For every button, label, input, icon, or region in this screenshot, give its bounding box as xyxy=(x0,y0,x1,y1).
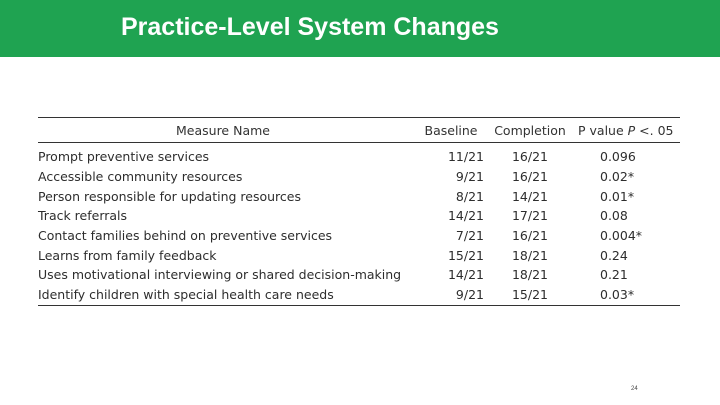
results-table xyxy=(38,117,680,306)
table-row xyxy=(38,186,680,206)
table-header xyxy=(38,118,680,143)
p-value-cell: 0.03* xyxy=(600,287,635,303)
slide-title: Practice-Level System Changes xyxy=(121,13,499,41)
p-value-cell: 0.24 xyxy=(600,247,628,263)
measure-name-cell: Contact families behind on preventive services xyxy=(38,228,333,244)
p-value-cell: 0.096 xyxy=(600,149,636,165)
header-p-value-italic: P xyxy=(627,122,636,138)
page-number: 24 xyxy=(631,386,638,392)
completion-cell: 18/21 xyxy=(511,267,549,283)
measure-name-cell: Identify children with special health care needs xyxy=(38,287,334,303)
table-row xyxy=(38,265,680,285)
p-value-cell: 0.02* xyxy=(600,169,635,185)
table-row xyxy=(38,245,680,265)
measure-name-cell: Prompt preventive services xyxy=(38,149,210,165)
completion-cell: 17/21 xyxy=(511,208,549,224)
header-p-value-suffix: <. 05 xyxy=(635,122,674,138)
baseline-cell: 15/21 xyxy=(447,247,484,263)
measure-name-cell: Accessible community resources xyxy=(38,169,243,185)
completion-cell: 16/21 xyxy=(511,228,549,244)
table-row xyxy=(38,206,680,226)
completion-cell: 18/21 xyxy=(511,247,549,263)
p-value-cell: 0.08 xyxy=(600,208,628,224)
header-row xyxy=(38,118,680,143)
completion-cell: 16/21 xyxy=(511,149,549,165)
p-value-cell: 0.01* xyxy=(600,188,635,204)
header-completion: Completion xyxy=(494,122,566,138)
completion-cell: 15/21 xyxy=(511,287,549,303)
baseline-cell: 9/21 xyxy=(455,287,484,303)
baseline-cell: 11/21 xyxy=(447,149,484,165)
baseline-cell: 14/21 xyxy=(447,208,484,224)
header-p-value xyxy=(566,118,680,143)
measure-name-cell: Track referrals xyxy=(38,208,128,224)
table-row xyxy=(38,285,680,305)
baseline-cell: 14/21 xyxy=(447,267,484,283)
p-value-cell: 0.004* xyxy=(600,228,643,244)
table-row xyxy=(38,226,680,246)
results-table-container xyxy=(38,117,680,306)
completion-cell: 16/21 xyxy=(511,169,549,185)
table-row xyxy=(38,167,680,187)
measure-name-cell: Learns from family feedback xyxy=(38,247,217,263)
header-p-value-prefix: P value xyxy=(578,122,628,138)
p-value-cell: 0.21 xyxy=(600,267,628,283)
measure-name-cell: Uses motivational interviewing or shared decision-making xyxy=(38,267,402,283)
header-baseline: Baseline xyxy=(424,122,478,138)
completion-cell: 14/21 xyxy=(511,188,549,204)
baseline-cell: 9/21 xyxy=(455,169,484,185)
table-body xyxy=(38,143,680,306)
measure-name-cell: Person responsible for updating resources xyxy=(38,188,302,204)
header-measure-name: Measure Name xyxy=(176,122,270,138)
table-row xyxy=(38,143,680,167)
baseline-cell: 8/21 xyxy=(455,188,484,204)
baseline-cell: 7/21 xyxy=(455,228,484,244)
